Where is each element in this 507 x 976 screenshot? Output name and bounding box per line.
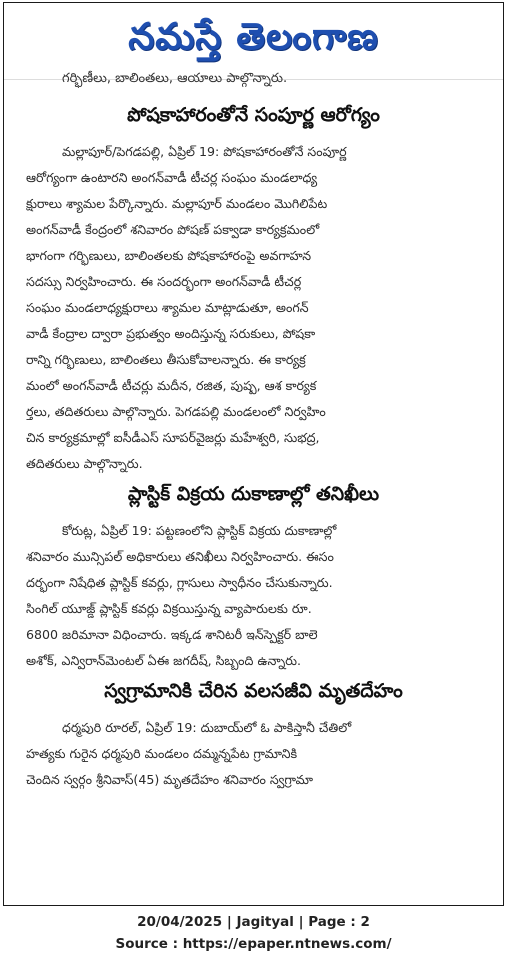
- article-line: ర్తలు, తదితరులు పాల్గొన్నారు. పెగడపల్లి మండలంలో నిర్వహిం: [26, 404, 326, 419]
- footer-source: Source : https://epaper.ntnews.com/: [115, 936, 392, 952]
- article-line: మంలో అంగన్‌వాడీ టీచర్లు మదీన, రజిత, పుష్ప, ఆశ కార్యక: [26, 378, 317, 393]
- article-1-headline: పోషకాహారంతోనే సంపూర్ణ ఆరోగ్యం: [127, 104, 380, 126]
- article-line: చెందిన స్వర్గం శ్రీనివాస్(45) మృతదేహం శనివారం స్వగ్రామా: [26, 772, 313, 787]
- article-line: ధర్మపురి రూరల్, ఏప్రిల్ 19: దుబాయ్‌లో ఓ పాకిస్తానీ చేతిలో: [62, 720, 352, 735]
- article-line: సంఘం మండలాధ్యక్షురాలు శ్యామల మాట్లాడుతూ, అంగన్: [26, 300, 309, 315]
- epaper-clipping: [3, 2, 504, 906]
- article-line: కోరుట్ల, ఏప్రిల్ 19: పట్టణంలోని ప్లాస్టిక్ విక్రయ దుకాణాల్లో: [62, 523, 337, 538]
- article-line: ఆరోగ్యంగా ఉంటారని అంగన్‌వాడీ టీచర్ల సంఘం మండలాధ్య: [26, 170, 318, 185]
- newspaper-masthead: [4, 3, 503, 80]
- article-line: అంగన్‌వాడీ కేంద్రంలో శనివారం పోషణ్ పక్వాడా కార్యక్రమంలో: [26, 222, 320, 237]
- article-line: రాన్ని గర్భిణులు, బాలింతలు తీసుకోవాలన్నారు. ఈ కార్యక్ర: [26, 352, 306, 367]
- article-2-body: [4, 518, 503, 674]
- article-3-body: [4, 715, 503, 793]
- article-line: దర్భంగా నిషేధిత ప్లాస్టిక్ కవర్లు, గ్లాసులు స్వాధీనం చేసుకున్నారు.: [26, 575, 333, 590]
- article-line: భాగంగా గర్భిణులు, బాలింతలకు పోషకాహారంపై అవగాహన: [26, 248, 312, 263]
- article-line: సదస్సు నిర్వహించారు. ఈ సందర్భంగా అంగన్‌వాడీ టీచర్ల: [26, 274, 302, 289]
- masthead-logo: నమస్తే తెలంగాణ: [128, 15, 379, 58]
- article-line: సింగిల్ యూజ్డ్ ప్లాస్టిక్ కవర్లు విక్రయిస్తున్న వ్యాపారులకు రూ.: [26, 601, 312, 616]
- article-line: 6800 జరిమానా విధించారు. ఇక్కడ శానిటరీ ఇన్‌స్పెక్టర్ బాలె: [26, 627, 318, 642]
- article-3-headline: స్వగ్రామానికి చేరిన వలసజీవి మృతదేహం: [104, 680, 403, 702]
- article-line: హత్యకు గురైన ధర్మపురి మండలం దమ్మన్నపేట గ్రామానికి: [26, 746, 298, 761]
- article-line: క్షురాలు శ్యామల పేర్కొన్నారు. మల్లాపూర్ మండలం మొగిలిపేట: [26, 196, 328, 211]
- article-line: అశోక్, ఎన్విరాన్‌మెంటల్ ఏఈ జగదీష్, సిబ్బంది ఉన్నారు.: [26, 653, 302, 668]
- article-line: చిన కార్యక్రమాల్లో ఐసీడీఎస్ సూపర్‌వైజర్లు మహేశ్వరి, సుభద్ర,: [26, 430, 320, 445]
- article-2-headline: ప్లాస్టిక్ విక్రయ దుకాణాల్లో తనిఖీలు: [127, 483, 380, 505]
- cut-off-previous-article-line: గర్భిణీలు, బాలింతలు, ఆయాలు పాల్గొన్నారు.: [62, 71, 288, 86]
- article-line: శనివారం మున్సిపల్ అధికారులు తనిఖీలు నిర్వహించారు. ఈసం: [26, 549, 334, 564]
- article-line: మల్లాపూర్/పెగడపల్లి, ఏప్రిల్ 19: పోషకాహారంతోనే సంపూర్ణ: [62, 144, 347, 159]
- article-line: తదితరులు పాల్గొన్నారు.: [26, 456, 143, 471]
- footer-date-edition-page: 20/04/2025 | Jagityal | Page : 2: [137, 914, 370, 930]
- article-1-body: [4, 139, 503, 477]
- article-line: వాడీ కేంద్రాల ద్వారా ప్రభుత్వం అందిస్తున్న సరుకులు, పోషకా: [26, 326, 316, 341]
